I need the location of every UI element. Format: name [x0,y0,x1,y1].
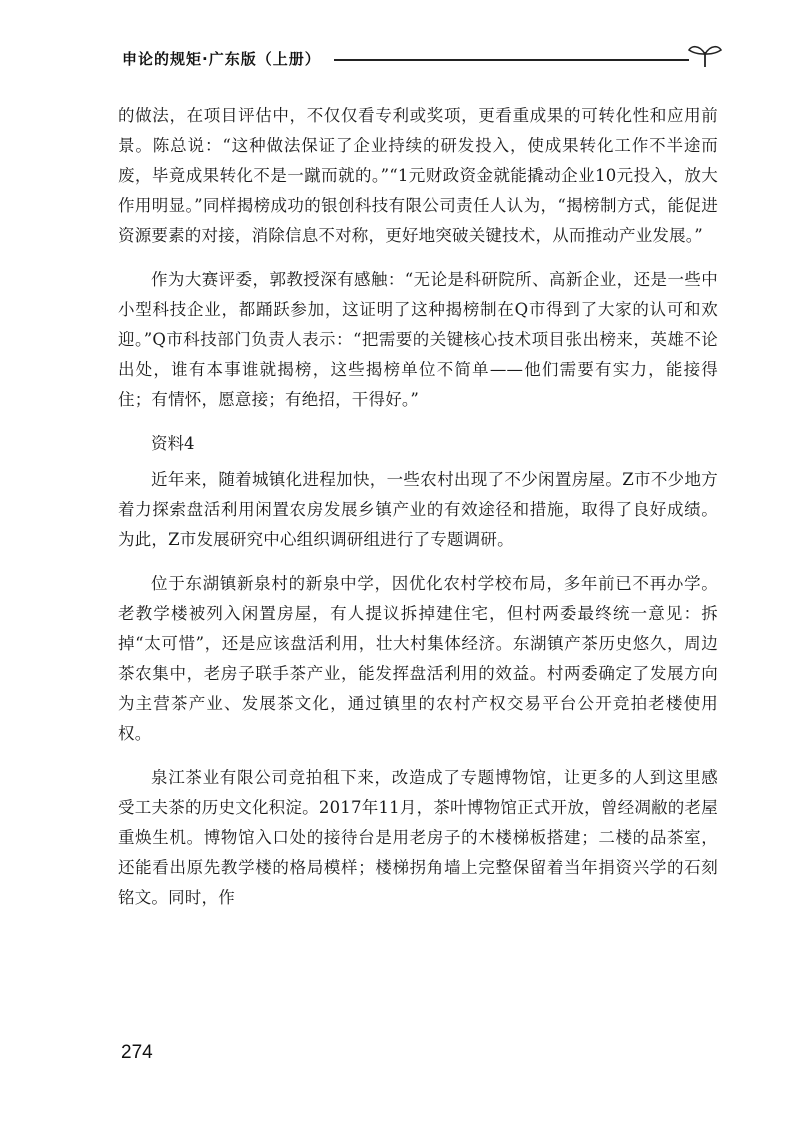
paragraph-continued: 的做法，在项目评估中，不仅仅看专利或奖项，更看重成果的可转化性和应用前景。陈总说：“这种做法保证了企业持续的研发投入，使成果转化工作不半途而废，毕竟成果转化不是一蹴而就的。”“1元财政资金就能撬动企业10元投入，放大作用明显。”同样揭榜成功的银创科技有限公司责任人认为，“揭榜制方式，能促进资源要素的对接，消除信息不对称，更好地突破关键技术，从而推动产业发展。” [118,106,718,245]
body-text [118,101,718,927]
running-header [122,40,722,70]
header-rule [334,59,689,61]
paragraph: 位于东湖镇新泉村的新泉中学，因优化农村学校布局，多年前已不再办学。老教学楼被列入闲置房屋，有人提议拆掉建住宅，但村两委最终统一意见：拆掉“太可惜”，还是应该盘活利用，壮大村集体经济。东湖镇产茶历史悠久，周边茶农集中，老房子联手茶产业，能发挥盘活利用的效益。村两委确定了发展方向为主营茶产业、发展茶文化，通过镇里的农村产权交易平台公开竞拍老楼使用权。 [118,574,718,743]
sprout-icon [687,42,723,68]
paragraph: 泉江茶业有限公司竞拍租下来，改造成了专题博物馆，让更多的人到这里感受工夫茶的历史文化积淀。2017年11月，茶叶博物馆正式开放，曾经凋敝的老屋重焕生机。博物馆入口处的接待台是用老房子的木楼梯板搭建；二楼的品茶室，还能看出原先教学楼的格局模样；楼梯拐角墙上完整保留着当年捐资兴学的石刻铭文。同时，作 [118,768,718,907]
paragraph: 近年来，随着城镇化进程加快，一些农村出现了不少闲置房屋。Z市不少地方着力探索盘活利用闲置农房发展乡镇产业的有效途径和措施，取得了良好成绩。为此，Z市发展研究中心组织调研组进行了专题调研。 [118,470,718,549]
running-header-title: 申论的规矩·广东版（上册） [122,50,321,68]
section-label: 资料4 [151,434,195,453]
paragraph: 作为大赛评委，郭教授深有感触：“无论是科研院所、高新企业，还是一些中小型科技企业，都踊跃参加，这证明了这种揭榜制在Q市得到了大家的认可和欢迎。”Q市科技部门负责人表示：“把需要的关键核心技术项目张出榜来，英雄不论出处，谁有本事谁就揭榜，这些揭榜单位不简单——他们需要有实力，能接得住；有情怀，愿意接；有绝招，干得好。” [118,270,718,409]
page-number: 274 [121,1042,153,1063]
